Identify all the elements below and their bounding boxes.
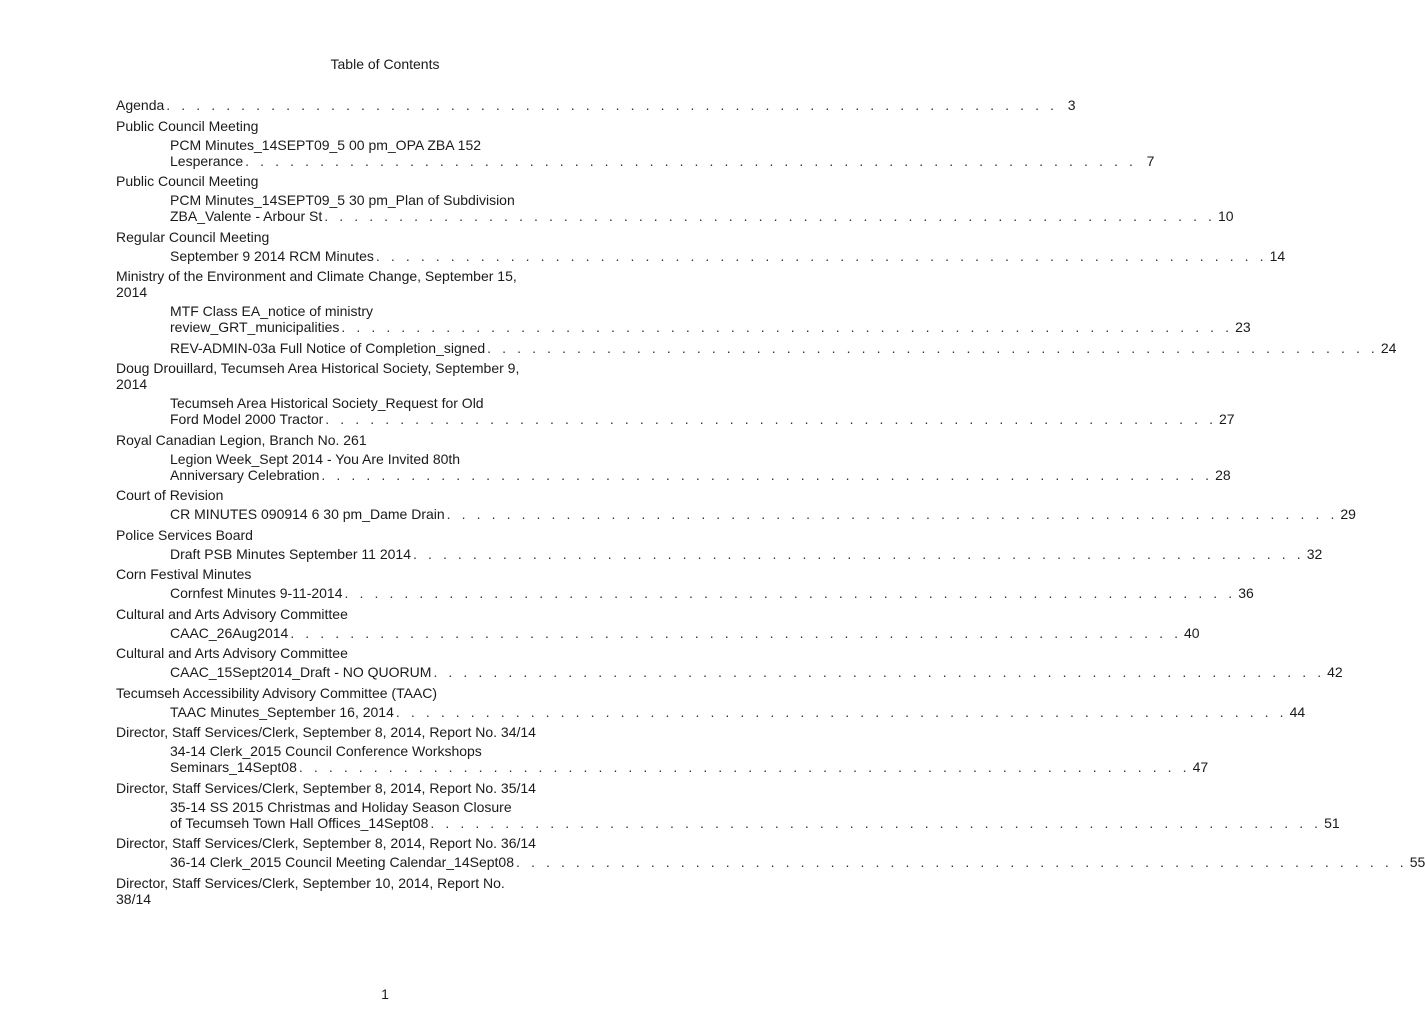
toc-entry-title-line: 35-14 SS 2015 Christmas and Holiday Season Closure [170,798,512,815]
toc-section-heading: Court of Revision [116,487,224,503]
dot-leader: . . . . . . . . . . . . . . . . . . . . . . . . . . . . . . . . . . . . . . . . . . . . . . . . . . . . . . . . . . . . [375,247,1268,264]
dot-leader: . . . . . . . . . . . . . . . . . . . . . . . . . . . . . . . . . . . . . . . . . . . . . . . . . . . . . . . . . . . . [166,97,1058,113]
toc-entry-title-line: PCM Minutes_14SEPT09_5 00 pm_OPA ZBA 152 [170,136,482,153]
toc-section-heading: Public Council Meeting [116,117,259,134]
toc-section-heading: Police Services Board [116,526,253,543]
toc-entry-title-line: 34-14 Clerk_2015 Council Conference Workshops [170,743,482,759]
toc-entry-title: review_GRT_municipalities [170,319,340,335]
toc-entry-title: REV-ADMIN-03a Full Notice of Completion_signed [170,339,486,356]
toc-section-heading: Director, Staff Services/Clerk, September 8, 2014, Report No. 34/14 [116,724,536,740]
toc-section-heading: Director, Staff Services/Clerk, September 8, 2014, Report No. 36/14 [116,835,536,851]
toc-entry-title-line: MTF Class EA_notice of ministry [170,303,374,319]
toc-entry[interactable] [170,247,1286,264]
toc-section-heading: Director, Staff Services/Clerk, September 10, 2014, Report No. 38/14 [116,874,505,907]
toc-entry-page: 28 [1215,466,1231,483]
toc-entry[interactable] [170,506,1356,522]
toc-entry-page: 32 [1306,545,1323,562]
toc-entry-page: 51 [1324,814,1340,831]
dot-leader: . . . . . . . . . . . . . . . . . . . . . . . . . . . . . . . . . . . . . . . . . . . . . . . . . . . . . . . . . . . . [321,466,1213,483]
toc-entry[interactable] [170,624,1200,641]
toc-entry-page: 55 [1409,854,1425,870]
dot-leader: . . . . . . . . . . . . . . . . . . . . . . . . . . . . . . . . . . . . . . . . . . . . . . . . . . . . . . . . . . . . [325,411,1217,427]
toc-entry-title-line: Tecumseh Area Historical Society_Request for Old [170,395,484,411]
toc-section-heading: Corn Festival Minutes [116,566,252,582]
toc-entry-page: 10 [1217,208,1234,224]
toc-entry[interactable] [170,798,1340,831]
toc-entry[interactable] [170,703,1306,720]
dot-leader: . . . . . . . . . . . . . . . . . . . . . . . . . . . . . . . . . . . . . . . . . . . . . . . . . . . . . . . . . . . . [245,152,1137,169]
dot-leader: . . . . . . . . . . . . . . . . . . . . . . . . . . . . . . . . . . . . . . . . . . . . . . . . . . . . . . . . . . . . [446,506,1338,522]
toc-entry-title: 36-14 Clerk_2015 Council Meeting Calendar_14Sept08 [170,854,515,870]
toc-entry-title: of Tecumseh Town Hall Offices_14Sept08 [170,814,429,831]
toc-entry-page: 7 [1146,152,1155,169]
dot-leader: . . . . . . . . . . . . . . . . . . . . . . . . . . . . . . . . . . . . . . . . . . . . . . . . . . . . . . . . . . . . [433,664,1325,680]
dot-leader: . . . . . . . . . . . . . . . . . . . . . . . . . . . . . . . . . . . . . . . . . . . . . . . . . . . . . . . . . . . . [290,624,1182,641]
toc-entry-title: Agenda [116,97,165,113]
dot-leader: . . . . . . . . . . . . . . . . . . . . . . . . . . . . . . . . . . . . . . . . . . . . . . . . . . . . . . . . . . . . [344,585,1236,601]
dot-leader: . . . . . . . . . . . . . . . . . . . . . . . . . . . . . . . . . . . . . . . . . . . . . . . . . . . . . . . . . . . . [341,319,1233,335]
toc-section-heading: Public Council Meeting [116,173,259,189]
toc-entry-title: ZBA_Valente - Arbour St [170,208,323,224]
toc-entry-title: CAAC_26Aug2014 [170,624,289,641]
toc-entry[interactable] [170,303,1251,335]
dot-leader: . . . . . . . . . . . . . . . . . . . . . . . . . . . . . . . . . . . . . . . . . . . . . . . . . . . . . . . . . . . . [395,703,1288,720]
toc-entry-page: 47 [1192,759,1209,775]
toc-entry[interactable] [170,395,1235,427]
toc-section-heading: Director, Staff Services/Clerk, September 8, 2014, Report No. 35/14 [116,779,536,796]
dot-leader: . . . . . . . . . . . . . . . . . . . . . . . . . . . . . . . . . . . . . . . . . . . . . . . . . . . . . . . . . . . . [412,545,1305,562]
toc-section-heading: Doug Drouillard, Tecumseh Area Historical Society, September 9, 2014 [116,360,520,392]
toc-entry[interactable] [170,136,1155,169]
toc-entry-page: 44 [1289,703,1306,720]
toc-entry-title: CAAC_15Sept2014_Draft - NO QUORUM [170,664,432,680]
dot-leader: . . . . . . . . . . . . . . . . . . . . . . . . . . . . . . . . . . . . . . . . . . . . . . . . . . . . . . . . . . . . [430,814,1322,831]
toc-entry[interactable] [170,450,1231,483]
toc-entry-title: Anniversary Celebration [170,466,320,483]
toc-entry-title: Ford Model 2000 Tractor [170,411,324,427]
toc-entry[interactable] [170,192,1234,224]
toc-entry-title: Lesperance [170,152,244,169]
table-of-contents [116,97,1425,907]
toc-entry-title: Seminars_14Sept08 [170,759,297,775]
toc-entry-title: Cornfest Minutes 9-11-2014 [170,585,343,601]
toc-section-heading: Tecumseh Accessibility Advisory Committee (TAAC) [116,684,438,701]
toc-entry-page: 3 [1067,97,1076,113]
toc-entry[interactable] [170,743,1209,775]
toc-entry[interactable] [170,339,1397,356]
toc-section-heading: Regular Council Meeting [116,228,270,245]
toc-entry-page: 29 [1340,506,1356,522]
toc-entry[interactable] [170,545,1323,562]
toc-entry-title: CR MINUTES 090914 6 30 pm_Dame Drain [170,506,445,522]
toc-entry-title: September 9 2014 RCM Minutes [170,247,374,264]
toc-section-heading: Cultural and Arts Advisory Committee [116,605,348,622]
toc-entry[interactable] [170,585,1254,601]
toc-entry-page: 14 [1269,247,1286,264]
toc-entry[interactable] [170,854,1425,870]
toc-section-heading: Ministry of the Environment and Climate Change, September 15, 2014 [116,268,517,300]
toc-entry[interactable] [170,664,1343,680]
toc-entry-title: Draft PSB Minutes September 11 2014 [170,545,411,562]
dot-leader: . . . . . . . . . . . . . . . . . . . . . . . . . . . . . . . . . . . . . . . . . . . . . . . . . . . . . . . . . . . . [487,339,1379,356]
toc-entry-page: 24 [1380,339,1397,356]
toc-entry-page: 27 [1219,411,1235,427]
toc-entry-title-line: Legion Week_Sept 2014 - You Are Invited 80th [170,450,461,467]
toc-entry-page: 40 [1184,624,1200,641]
toc-entry-title: TAAC Minutes_September 16, 2014 [170,703,394,720]
toc-section-heading: Cultural and Arts Advisory Committee [116,645,348,661]
dot-leader: . . . . . . . . . . . . . . . . . . . . . . . . . . . . . . . . . . . . . . . . . . . . . . . . . . . . . . . . . . . . [516,854,1408,870]
toc-entry-title-line: PCM Minutes_14SEPT09_5 30 pm_Plan of Subdivision [170,192,515,208]
toc-entry-page: 42 [1327,664,1343,680]
dot-leader: . . . . . . . . . . . . . . . . . . . . . . . . . . . . . . . . . . . . . . . . . . . . . . . . . . . . . . . . . . . . [298,759,1191,775]
page-title: Table of Contents [330,56,440,72]
toc-entry-page: 36 [1238,585,1254,601]
page-number: 1 [381,986,389,1002]
toc-entry[interactable] [116,97,1076,113]
toc-section-heading: Royal Canadian Legion, Branch No. 261 [116,431,367,448]
dot-leader: . . . . . . . . . . . . . . . . . . . . . . . . . . . . . . . . . . . . . . . . . . . . . . . . . . . . . . . . . . . . [324,208,1216,224]
toc-entry-page: 23 [1235,319,1251,335]
